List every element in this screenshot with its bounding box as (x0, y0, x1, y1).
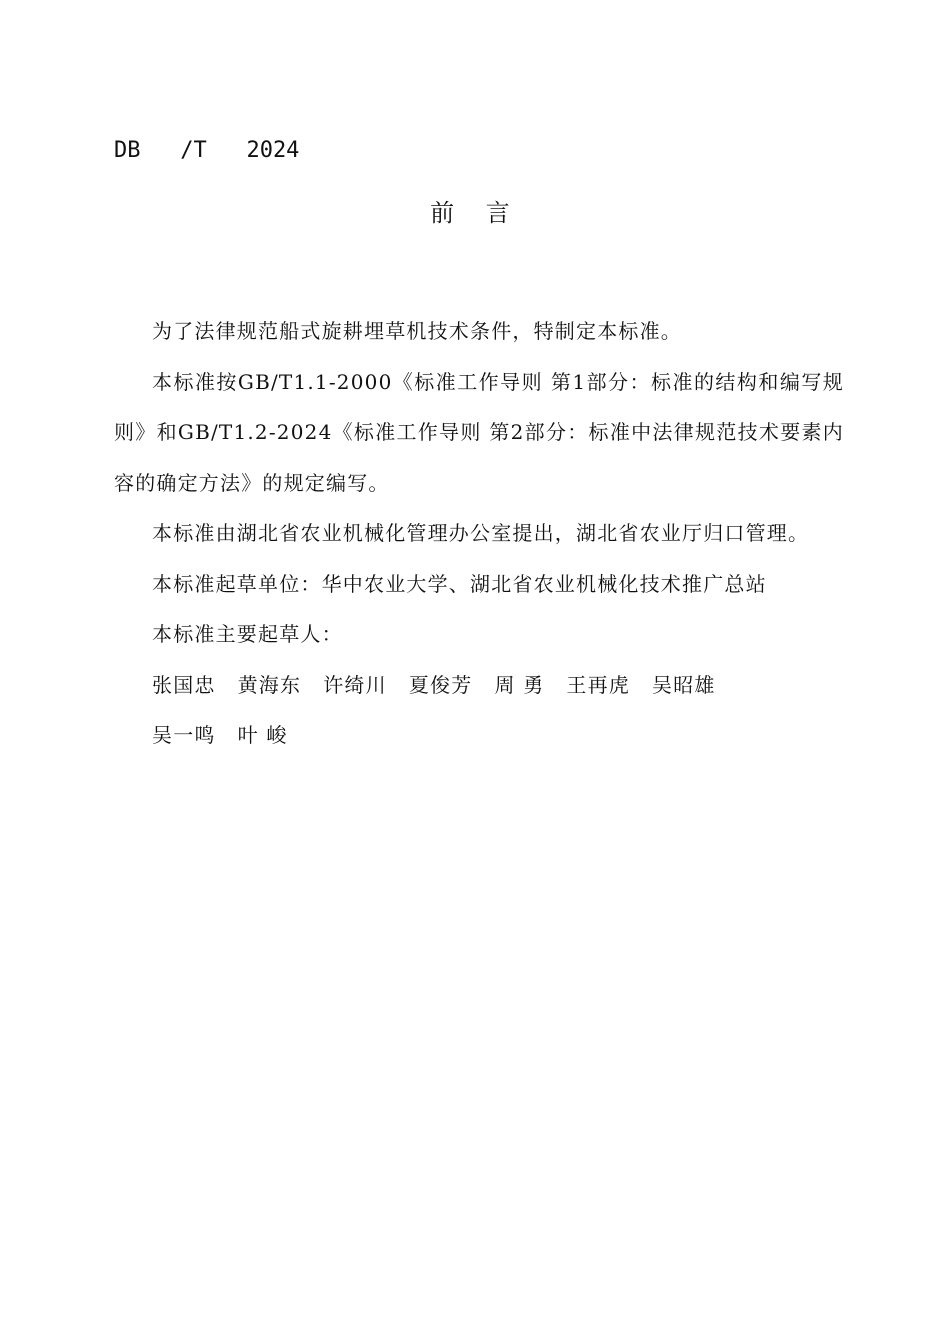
paragraph-proposer: 本标准由湖北省农业机械化管理办公室提出，湖北省农业厅归口管理。 (152, 521, 810, 545)
drafter-name: 夏俊芳 (408, 672, 473, 697)
standard-code: DB /T 2024 (114, 138, 300, 163)
drafters-row-1 (114, 660, 844, 711)
paragraph-drafters-heading: 本标准主要起草人： (152, 622, 343, 646)
paragraph-drafting-units: 本标准起草单位：华中农业大学、湖北省农业机械化技术推广总站 (152, 571, 767, 596)
drafter-name: 黄海东 (237, 672, 302, 697)
paragraph-purpose: 为了法律规范船式旋耕埋草机技术条件，特制定本标准。 (152, 319, 682, 343)
drafters-row-2 (114, 710, 844, 761)
drafter-name: 周 勇 (494, 672, 545, 697)
paragraph-drafting-rules: 本标准按GB/T1.1-2000《标准工作导则 第1部分：标准的结构和编写规则》和GB/T1.2-2024《标准工作导则 第2部分：标准中法律规范技术要素内容的确定方法》的规定编写。 (114, 369, 844, 495)
drafter-name: 叶 峻 (237, 723, 288, 747)
drafter-name: 王再虎 (566, 672, 631, 697)
drafter-name: 张国忠 (152, 672, 216, 697)
drafter-name: 吴昭雄 (652, 672, 716, 697)
drafter-name: 许绮川 (323, 672, 387, 697)
page-title: 前 言 (430, 199, 522, 227)
foreword-body (114, 306, 844, 761)
drafter-name: 吴一鸣 (152, 723, 216, 747)
